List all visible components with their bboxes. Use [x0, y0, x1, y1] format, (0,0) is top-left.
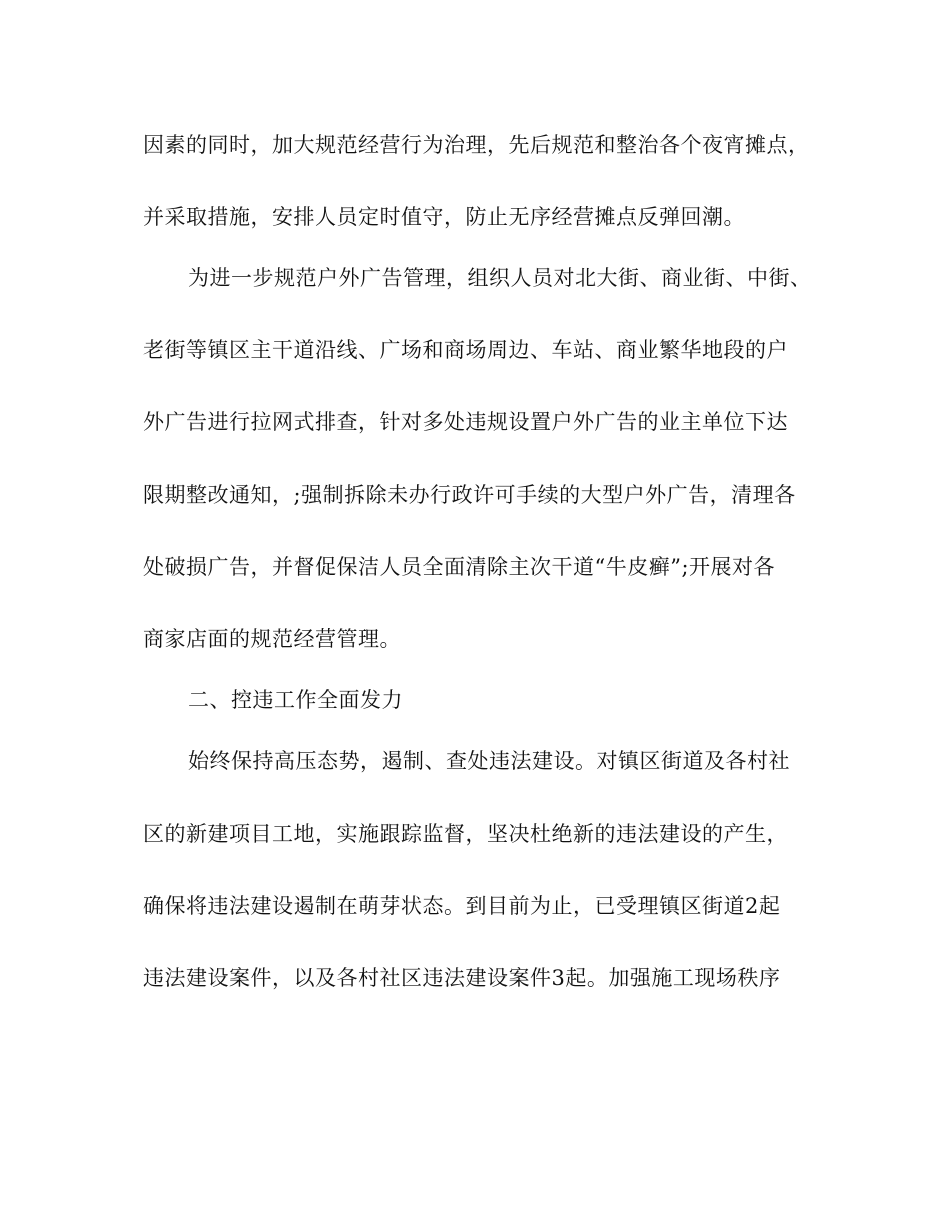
text-line: 外广告进行拉网式排查，针对多处违规设置户外广告的业主单位下达 [143, 410, 788, 434]
text-line: 商家店面的规范经营管理。 [143, 627, 401, 651]
text-line: 确保将违法建设遏制在萌芽状态。到目前为止，已受理镇区街道2起 [143, 894, 781, 918]
text-line: 老街等镇区主干道沿线、广场和商场周边、车站、商业繁华地段的户 [143, 338, 788, 362]
text-line: 违法建设案件，以及各村社区违法建设案件3起。加强施工现场秩序 [143, 966, 781, 990]
text-line: 并采取措施，安排人员定时值守，防止无序经营摊点反弹回潮。 [143, 205, 745, 229]
section-paragraph-start: 为进一步规范户外广告管理，组织人员对北大街、商业街、中街、 [188, 266, 812, 290]
text-line: 因素的同时，加大规范经营行为治理，先后规范和整治各个夜宵摊点， [143, 133, 810, 157]
section-heading: 二、控违工作全面发力 [188, 688, 403, 712]
text-line: 区的新建项目工地，实施跟踪监督，坚决杜绝新的违法建设的产生， [143, 822, 788, 846]
text-line: 限期整改通知，;强制拆除未办行政许可手续的大型户外广告，清理各 [143, 483, 796, 507]
text-line: 处破损广告，并督促保洁人员全面清除主次干道“牛皮癣”;开展对各 [143, 555, 776, 579]
section-paragraph-start: 始终保持高压态势，遏制、查处违法建设。对镇区街道及各村社 [188, 749, 790, 773]
